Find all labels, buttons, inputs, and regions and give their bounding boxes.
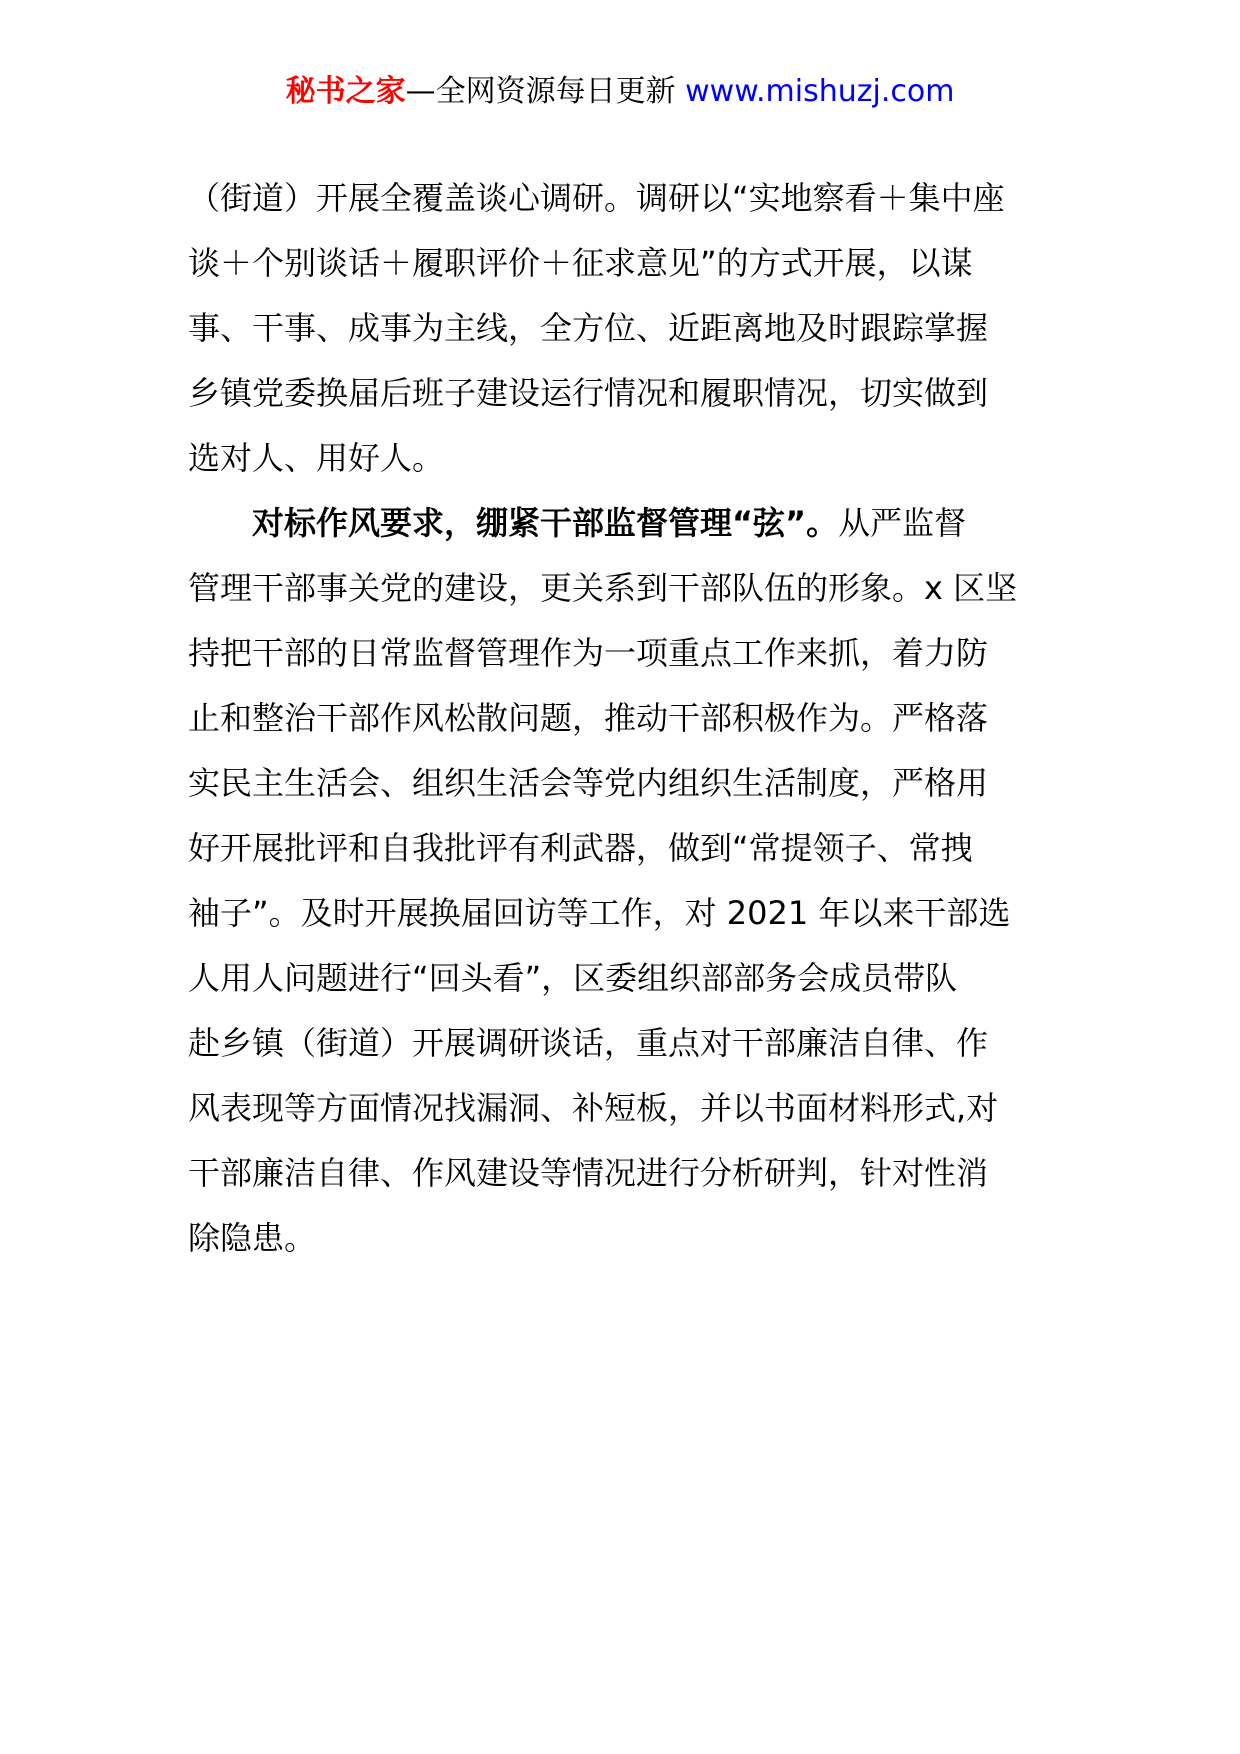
paragraph-line: 好开展批评和自我批评有利武器，做到“常提领子、常拽 bbox=[188, 829, 973, 867]
paragraph-line-rest: 从严监督 bbox=[838, 504, 967, 542]
paragraph-line: 实民主生活会、组织生活会等党内组织生活制度，严格用 bbox=[188, 764, 989, 802]
header-tagline: —全网资源每日更新 bbox=[405, 74, 686, 109]
paragraph-line: 赴乡镇（街道）开展调研谈话，重点对干部廉洁自律、作 bbox=[188, 1024, 989, 1062]
brand-name: 秘书之家 bbox=[285, 74, 406, 109]
paragraph-line: 管理干部事关党的建设，更关系到干部队伍的形象。x 区坚 bbox=[188, 569, 1018, 607]
document-body bbox=[188, 166, 1058, 1271]
paragraph-line: 谈＋个别谈话＋履职评价＋征求意见”的方式开展，以谋 bbox=[188, 244, 973, 282]
paragraph-line: 选对人、用好人。 bbox=[188, 439, 445, 477]
paragraph-line: 风表现等方面情况找漏洞、补短板，并以书面材料形式,对 bbox=[188, 1089, 999, 1127]
paragraph-line: 人用人问题进行“回头看”，区委组织部部务会成员带队 bbox=[188, 959, 958, 997]
paragraph-line: 止和整治干部作风松散问题，推动干部积极作为。严格落 bbox=[188, 699, 989, 737]
paragraph-2 bbox=[188, 491, 1058, 1271]
paragraph-line: 干部廉洁自律、作风建设等情况进行分析研判，针对性消 bbox=[188, 1154, 989, 1192]
section-heading: 对标作风要求，绷紧干部监督管理“弦”。 bbox=[252, 504, 839, 542]
paragraph-line: 袖子”。及时开展换届回访等工作，对 2021 年以来干部选 bbox=[188, 894, 1011, 932]
paragraph-line: （街道）开展全覆盖谈心调研。调研以“实地察看＋集中座 bbox=[188, 179, 1005, 217]
header-url[interactable]: www.mishuzj.com bbox=[685, 74, 955, 109]
paragraph-1 bbox=[188, 166, 1058, 491]
paragraph-line: 事、干事、成事为主线，全方位、近距离地及时跟踪掌握 bbox=[188, 309, 989, 347]
paragraph-line: 除隐患。 bbox=[188, 1219, 317, 1257]
paragraph-first-line bbox=[188, 491, 1058, 556]
paragraph-line: 持把干部的日常监督管理作为一项重点工作来抓，着力防 bbox=[188, 634, 989, 672]
paragraph-line: 乡镇党委换届后班子建设运行情况和履职情况，切实做到 bbox=[188, 374, 989, 412]
page-header bbox=[0, 72, 1240, 112]
